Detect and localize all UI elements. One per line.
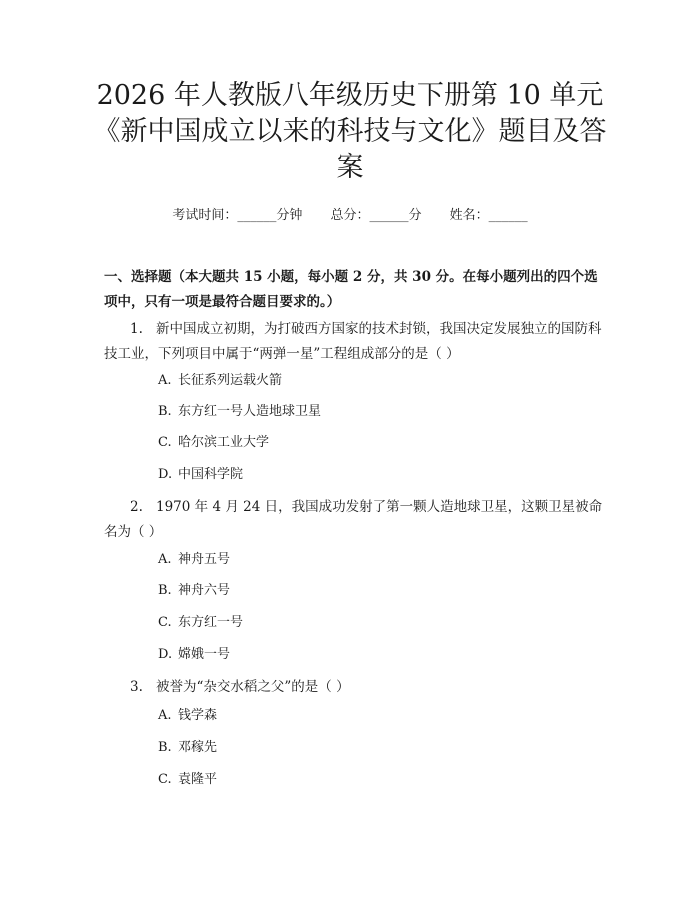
- option-letter: B.: [158, 740, 172, 755]
- title-line-2: 《新中国成立以来的科技与文化》题目及答: [93, 116, 607, 147]
- question-3-option-b: [158, 739, 217, 757]
- question-2-option-b: [158, 582, 230, 600]
- title-line-1: 2026 年人教版八年级历史下册第 10 单元: [96, 80, 604, 111]
- option-letter: A.: [158, 552, 172, 567]
- question-2: [104, 495, 604, 545]
- option-letter: B.: [158, 404, 172, 419]
- question-1-option-d: [158, 466, 243, 484]
- question-text: 新中国成立初期，为打破西方国家的技术封锁，我国决定发展独立的国防科技工业，下列项目中属于“两弹一星”工程组成部分的是（ ）: [104, 321, 602, 362]
- exam-name-field: 姓名：______: [449, 208, 528, 223]
- option-letter: C.: [158, 435, 172, 450]
- exam-score-field: 总分：______分: [330, 208, 422, 223]
- question-3: [104, 675, 604, 700]
- question-1-option-a: [158, 372, 282, 390]
- option-text: 长征系列运载火箭: [178, 373, 283, 388]
- question-text: 1970 年 4 月 24 日，我国成功发射了第一颗人造地球卫星，这颗卫星被命名为（ ）: [104, 499, 603, 540]
- question-1-option-b: [158, 403, 321, 421]
- option-text: 钱学森: [178, 708, 218, 723]
- question-3-option-c: [158, 771, 217, 789]
- question-2-option-a: [158, 551, 230, 569]
- option-text: 邓稼先: [178, 740, 218, 755]
- option-text: 神舟五号: [178, 552, 231, 567]
- question-1: [104, 317, 604, 367]
- option-text: 哈尔滨工业大学: [178, 435, 270, 450]
- title-line-3: 案: [336, 152, 364, 183]
- section-heading: 一、选择题（本大题共 15 小题，每小题 2 分，共 30 分。在每小题列出的四个选项中，只有一项是最符合题目要求的。）: [104, 269, 598, 310]
- question-3-option-a: [158, 707, 217, 725]
- question-number: 2.: [130, 499, 143, 515]
- question-2-option-c: [158, 614, 243, 632]
- question-text: 被誉为“杂交水稻之父”的是（ ）: [156, 679, 350, 695]
- option-letter: D.: [158, 467, 173, 482]
- option-letter: C.: [158, 772, 172, 787]
- option-text: 嫦娥一号: [178, 647, 231, 662]
- question-2-option-d: [158, 646, 230, 664]
- option-text: 神舟六号: [178, 583, 231, 598]
- option-text: 东方红一号: [178, 615, 244, 630]
- exam-time-field: 考试时间：______分钟: [172, 208, 303, 223]
- option-letter: A.: [158, 708, 172, 723]
- option-text: 中国科学院: [178, 467, 244, 482]
- document-title: [60, 78, 640, 186]
- option-letter: D.: [158, 647, 173, 662]
- exam-meta: [0, 207, 700, 225]
- option-letter: A.: [158, 373, 172, 388]
- option-text: 东方红一号人造地球卫星: [178, 404, 322, 419]
- question-number: 1.: [130, 321, 143, 337]
- question-number: 3.: [130, 679, 143, 695]
- question-1-option-c: [158, 434, 269, 452]
- option-letter: B.: [158, 583, 172, 598]
- option-text: 袁隆平: [178, 772, 218, 787]
- option-letter: C.: [158, 615, 172, 630]
